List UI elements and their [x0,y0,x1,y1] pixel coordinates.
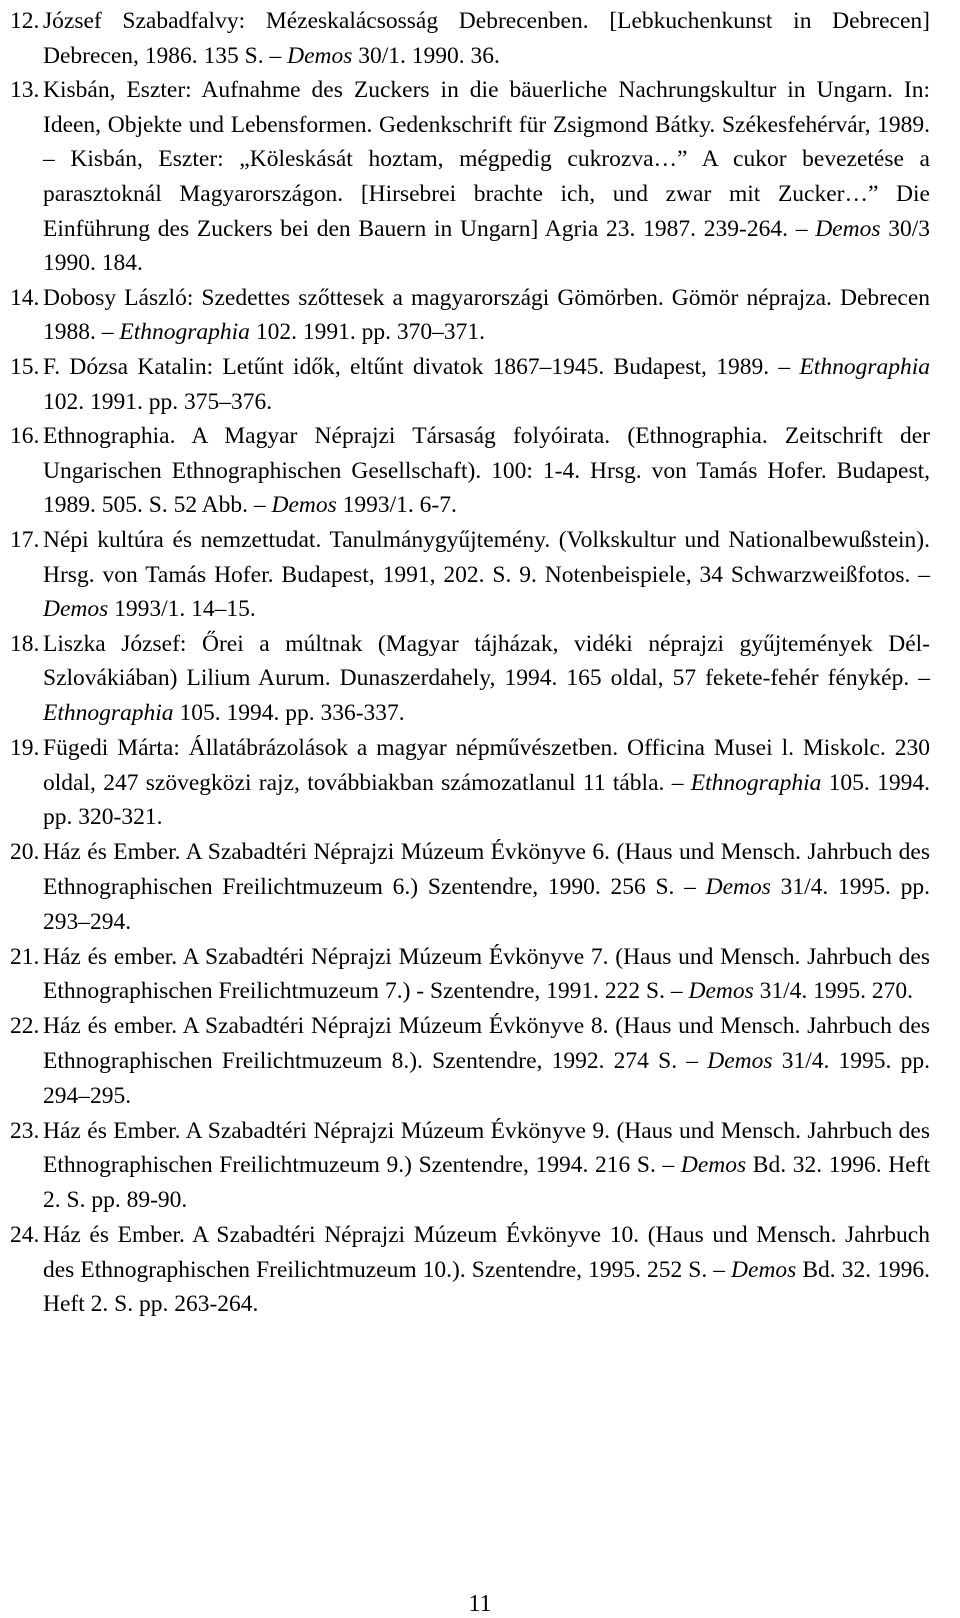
entry-text-segment: Ethnographia. A Magyar Néprajzi Társaság folyóirata. (Ethnographia. Zeitschrift der Ungarischen Ethnographischen Gesellschaft). 100: 1-4. Hrsg. von Tamás Hofer. Budapest, 1989. 505. S. 52 Abb. – [43,423,930,519]
entry-text-segment: Kisbán, Eszter: Aufnahme des Zuckers in die bäuerliche Nachrungskultur in Ungarn. In: Ideen, Objekte und Lebensformen. Gedenkschrift für Zsigmond Bátky. Székesfehérvár, 1989. – Kisbán, Eszter: „Köleskását hoztam, mégpedig cukrozva…” A cukor bevezetése a parasztoknál Magyarországon. [Hirsebrei brachte ich, und zwar mit Zucker…” Die Einführung des Zuckers bei den Bauern in Ungarn] Agria 23. 1987. 239-264. – [43,77,930,242]
journal-title: Ethnographia [799,354,930,380]
bibliography-entry [10,281,930,350]
entry-number: 19. [10,735,40,762]
bibliography-entry [10,73,930,281]
entry-text [43,4,930,73]
entry-text-segment: Ház és Ember. A Szabadtéri Néprajzi Múzeum Évkönyve 9. (Haus und Mensch. Jahrbuch des Ethnographischen Freilichtmuzeum 9.) Szentendre, 1994. 216 S. – [43,1117,930,1179]
entry-number: 13. [10,77,40,104]
entry-number: 21. [10,943,40,970]
entry-text [43,731,930,835]
entry-number: 18. [10,630,40,657]
entry-text-segment: Dobosy László: Szedettes szőttesek a magyarországi Gömörben. Gömör néprajza. Debrecen 1988. – [43,284,930,346]
entry-text [43,281,930,350]
entry-text-segment: 31/4. 1995. pp. 294–295. [43,1047,930,1109]
entry-text [43,73,930,281]
entry-text [43,419,930,523]
entry-text-segment: Bd. 32. 1996. Heft 2. S. pp. 263-264. [43,1256,930,1318]
bibliography-entry [10,731,930,835]
entry-number: 12. [10,8,40,34]
journal-title: Demos [43,596,109,623]
bibliography-entry [10,1114,930,1218]
entry-text-segment: Bd. 32. 1996. Heft 2. S. pp. 89-90. [43,1152,930,1213]
entry-text [43,940,930,1009]
entry-text-segment: 30/1. 1990. 36. [352,42,500,69]
entry-text-segment: Ház és ember. A Szabadtéri Néprajzi Múzeum Évkönyve 8. (Haus und Mensch. Jahrbuch des Ethnographischen Freilichtmuzeum 8.). Szentendre, 1992. 274 S. – [43,1013,930,1074]
entry-text [43,1009,930,1113]
entry-text [43,1114,930,1218]
entry-text [43,523,930,627]
entry-text [43,835,930,939]
entry-text [43,1218,930,1322]
bibliography-entry [10,523,930,627]
entry-text-segment: Ház és Ember. A Szabadtéri Néprajzi Múzeum Évkönyve 6. (Haus und Mensch. Jahrbuch des Ethnographischen Freilichtmuzeum 6.) Szentendre, 1990. 256 S. – [43,839,930,900]
entry-number: 16. [10,423,40,450]
entry-text-segment: 105. 1994. pp. 336-337. [173,699,405,726]
page-number: 11 [468,1591,492,1617]
entry-number: 23. [10,1117,40,1144]
bibliography-entry [10,419,930,523]
bibliography-entry [10,940,930,1009]
journal-title: Ethnographia [119,319,250,346]
bibliography-entry [10,1218,930,1322]
entry-number: 14. [10,284,40,311]
bibliography-entry [10,350,930,419]
entry-text-segment: Ház és Ember. A Szabadtéri Néprajzi Múzeum Évkönyve 10. (Haus und Mensch. Jahrbuch des Ethnographischen Freilichtmuzeum 10.). Szentendre, 1995. 252 S. – [43,1222,930,1283]
journal-title: Demos [815,215,881,242]
entry-text-segment: 31/4. 1995. pp. 293–294. [43,873,931,935]
entry-number: 20. [10,839,40,866]
entry-text-segment: Népi kultúra és nemzettudat. Tanulmánygyűjtemény. (Volkskultur und Nationalbewußstein). Hrsg. von Tamás Hofer. Budapest, 1991, 202. S. 9. Notenbeispiele, 34 Schwarzweißfotos. – [43,527,930,588]
bibliography-entry [10,4,930,73]
journal-title: Demos [271,492,337,519]
entry-number: 24. [10,1222,40,1248]
journal-title: Ethnographia [690,769,822,796]
journal-title: Demos [688,978,754,1005]
entry-number: 17. [10,527,40,553]
entry-text [43,350,930,419]
entry-text-segment: Fügedi Márta: Állatábrázolások a magyar népművészetben. Officina Musei l. Miskolc. 230 oldal, 247 szövegközi rajz, továbbiakban számozatlanul 11 tábla. – [43,735,930,796]
bibliography-entry [10,835,930,939]
entry-text-segment: 31/4. 1995. 270. [753,978,914,1005]
entry-text-segment: József Szabadfalvy: Mézeskalácsosság Debrecenben. [Lebkuchenkunst in Debrecen] Debrecen, 1986. 135 S. – [43,8,930,69]
entry-text-segment: Ház és ember. A Szabadtéri Néprajzi Múzeum Évkönyve 7. (Haus und Mensch. Jahrbuch des Ethnographischen Freilichtmuzeum 7.) - Szentendre, 1991. 222 S. – [43,943,930,1005]
journal-title: Demos [680,1152,747,1179]
bibliography-entry [10,627,930,731]
bibliography-entry [10,1009,930,1113]
journal-title: Demos [705,873,771,900]
entry-text-segment: Liszka József: Őrei a múltnak (Magyar tájházak, vidéki néprajzi gyűjtemények Dél-Szlovákiában) Lilium Aurum. Dunaszerdahely, 1994. 165 oldal, 57 fekete-fehér fénykép. – [43,630,930,692]
journal-title: Demos [731,1256,797,1283]
entry-text-segment: F. Dózsa Katalin: Letűnt idők, eltűnt divatok 1867–1945. Budapest, 1989. – [43,354,800,380]
entry-number: 22. [10,1013,40,1040]
journal-title: Ethnographia [43,699,174,726]
entry-text-segment: 105. 1994. pp. 320-321. [43,769,931,831]
journal-title: Demos [707,1047,773,1074]
entry-text-segment: 1993/1. 6-7. [336,492,457,519]
entry-text-segment: 102. 1991. pp. 370–371. [249,319,485,346]
journal-title: Demos [287,42,353,69]
entry-text-segment: 30/3 1990. 184. [43,215,931,277]
entry-number: 15. [10,354,40,380]
entry-text [43,627,930,731]
entry-text-segment: 1993/1. 14–15. [108,596,256,623]
entry-text-segment: 102. 1991. pp. 375–376. [43,388,273,415]
